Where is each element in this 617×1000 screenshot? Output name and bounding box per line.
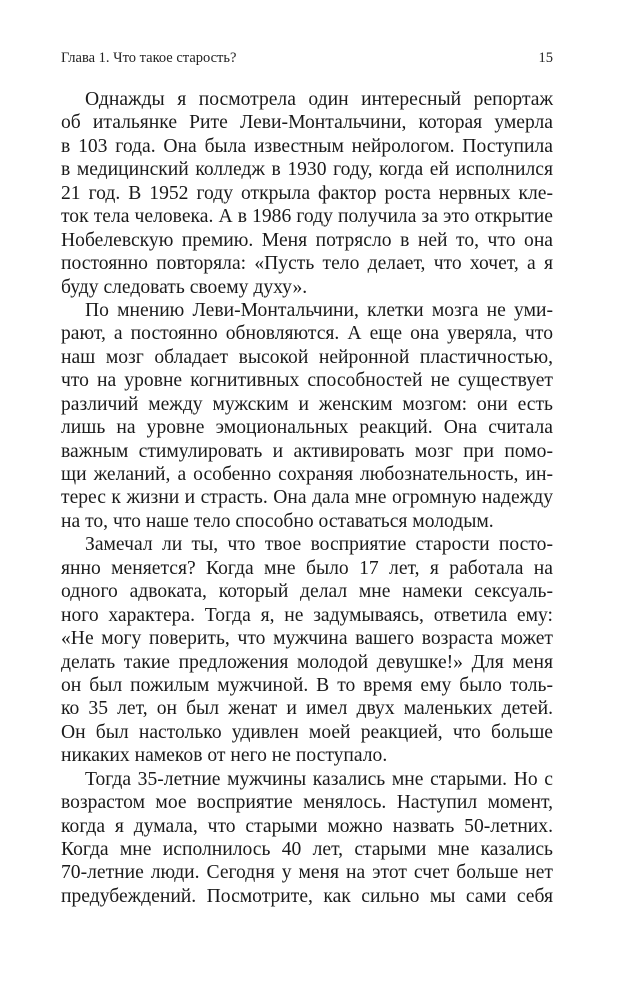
text-line: когда я думала, что старыми можно назвать 50-летних.	[61, 815, 553, 837]
body-text	[61, 88, 553, 908]
text-line: на то, что наше тело способно оставаться молодым.	[61, 510, 494, 532]
text-line: Нобелевскую премию. Меня потрясло в ней то, что она	[61, 229, 553, 251]
paragraph-first-line: По мнению Леви-Монтальчини, клетки мозга не уми-	[85, 299, 553, 321]
text-line: 70-летние люди. Сегодня у меня на этот счет больше нет	[61, 862, 553, 884]
text-line: ного характера. Тогда я, не задумываясь, ответила ему:	[61, 604, 553, 626]
page-number: 15	[538, 50, 553, 66]
text-line: одного адвоката, который делал мне намеки сексуаль-	[61, 581, 553, 603]
text-line: Когда мне исполнилось 40 лет, старыми мне казались	[61, 839, 553, 860]
text-line: постоянно повторяла: «Пусть тело делает, что хочет, а я	[61, 253, 553, 275]
paragraph-first-line: Однажды я посмотрела один интересный репортаж	[85, 89, 553, 110]
text-line: делать такие предложения молодой девушке!» Для меня	[61, 651, 553, 673]
text-line: наш мозг обладает высокой нейронной пластичностью,	[61, 346, 553, 368]
text-line: щи желаний, а особенно сохраняя любознательность, ин-	[61, 464, 553, 485]
text-line: в 103 года. Она была известным нейрологом. Поступила	[61, 135, 553, 157]
text-line: возрастом мое восприятие менялось. Наступил момент,	[61, 792, 553, 814]
paragraph-first-line: Тогда 35-летние мужчины казались мне старыми. Но с	[85, 768, 553, 790]
text-line: лишь на уровне эмоциональных реакций. Она считала	[61, 417, 553, 439]
text-line: предубеждений. Посмотрите, как сильно мы сами себя	[61, 885, 553, 907]
text-line: терес к жизни и страсть. Она дала мне огромную надежду	[61, 487, 553, 509]
text-line: «Не могу поверить, что мужчина вашего возраста может	[61, 628, 553, 650]
text-line: он был пожилым мужчиной. В то время ему было толь-	[61, 674, 553, 696]
text-line: об итальянке Рите Леви-Монтальчини, которая умерла	[61, 112, 553, 134]
text-line: различий между мужским и женским мозгом: они есть	[61, 393, 553, 415]
text-line: никаких намеков от него не поступало.	[61, 745, 388, 767]
text-line: Он был настолько удивлен моей реакцией, что больше	[61, 721, 553, 743]
text-line: янно меняется? Когда мне было 17 лет, я работала на	[61, 557, 553, 579]
running-header	[61, 49, 553, 67]
text-line: буду следовать своему духу».	[61, 276, 308, 298]
text-line: что на уровне когнитивных способностей не существует	[61, 370, 553, 392]
text-line: ко 35 лет, он был женат и имел двух маленьких детей.	[61, 698, 553, 720]
text-line: ток тела человека. А в 1986 году получила за это открытие	[61, 206, 553, 228]
text-line: 21 год. В 1952 году открыла фактор роста нервных кле-	[61, 182, 553, 204]
text-line: в медицинский колледж в 1930 году, когда ей исполнился	[61, 159, 553, 181]
text-line: рают, а постоянно обновляются. А еще она уверяла, что	[61, 323, 553, 345]
chapter-title: Глава 1. Что такое старость?	[61, 50, 237, 66]
paragraph-first-line: Замечал ли ты, что твое восприятие старости посто-	[85, 534, 553, 556]
text-line: важным стимулировать и активировать мозг при помо-	[61, 440, 553, 462]
